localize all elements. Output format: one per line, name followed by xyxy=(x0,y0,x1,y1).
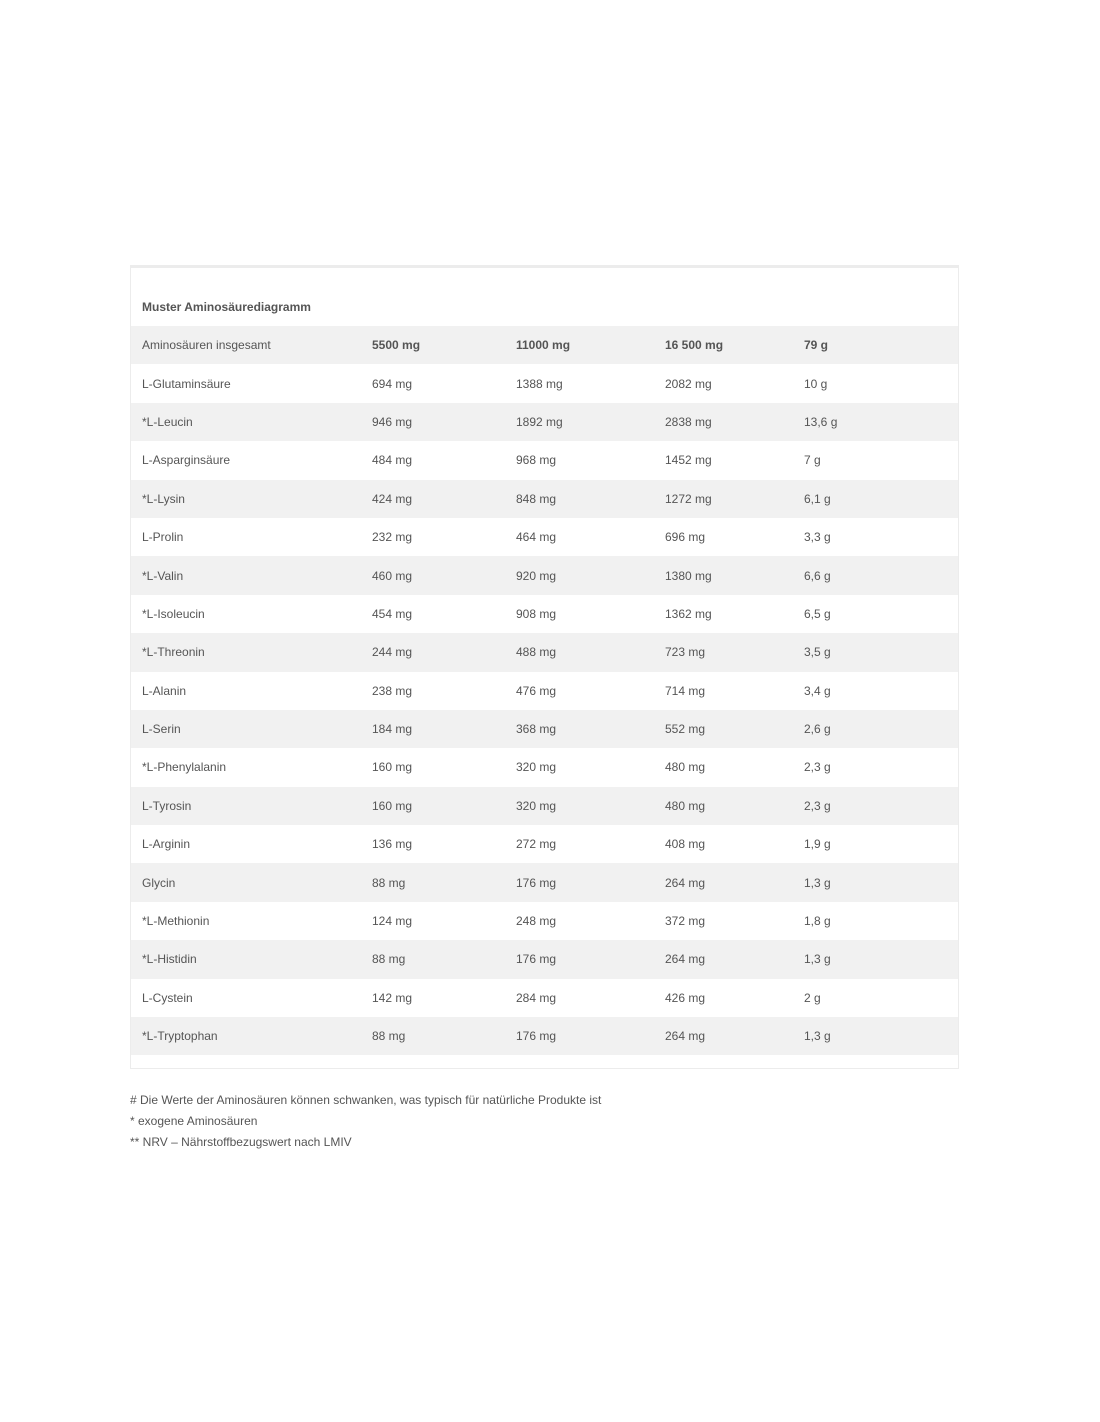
amount-cell: 408 mg xyxy=(665,837,706,852)
table-row xyxy=(131,902,958,940)
amount-cell: 136 mg xyxy=(372,837,413,852)
amino-acid-name-cell: L-Serin xyxy=(142,722,181,737)
amount-cell: 454 mg xyxy=(372,606,413,621)
table-row xyxy=(131,787,958,825)
amount-cell: 10 g xyxy=(804,376,828,391)
amino-acid-name-cell: *L-Phenylalanin xyxy=(142,760,227,775)
amount-cell: 488 mg xyxy=(516,645,557,660)
amount-cell: 1272 mg xyxy=(665,491,712,506)
amount-cell: 184 mg xyxy=(372,722,413,737)
amount-cell: 88 mg xyxy=(372,875,406,890)
table-row xyxy=(131,403,958,441)
table-row xyxy=(131,518,958,556)
amount-cell: 424 mg xyxy=(372,491,413,506)
amount-cell: 160 mg xyxy=(372,760,413,775)
amount-cell: 476 mg xyxy=(516,683,557,698)
table-row xyxy=(131,825,958,863)
table-body xyxy=(131,326,958,1055)
amount-cell: 1,3 g xyxy=(804,952,831,967)
amino-acid-table-card xyxy=(130,265,959,1069)
amount-cell: 723 mg xyxy=(665,645,706,660)
footnote-exogenous: * exogene Aminosäuren xyxy=(130,1114,258,1128)
amino-acid-name-cell: *L-Lysin xyxy=(142,491,185,506)
amount-cell: 552 mg xyxy=(665,722,706,737)
amount-cell: 968 mg xyxy=(516,453,557,468)
amount-cell: 920 mg xyxy=(516,568,557,583)
amount-cell: 6,1 g xyxy=(804,491,831,506)
amount-cell: 176 mg xyxy=(516,1029,557,1044)
amount-cell: 6,5 g xyxy=(804,606,831,621)
amount-cell: 6,6 g xyxy=(804,568,831,583)
amino-acid-name-cell: Glycin xyxy=(142,875,176,890)
amount-cell: 946 mg xyxy=(372,414,413,429)
amount-cell: 320 mg xyxy=(516,760,557,775)
table-row xyxy=(131,979,958,1017)
amino-acid-name-cell: *L-Tryptophan xyxy=(142,1029,218,1044)
amount-cell: 372 mg xyxy=(665,914,706,929)
amount-cell: 13,6 g xyxy=(804,414,838,429)
amino-acid-name-cell: L-Tyrosin xyxy=(142,798,192,813)
amount-cell: 248 mg xyxy=(516,914,557,929)
amount-cell: 244 mg xyxy=(372,645,413,660)
amount-cell: 2838 mg xyxy=(665,414,712,429)
amount-cell: 1388 mg xyxy=(516,376,563,391)
amount-cell: 848 mg xyxy=(516,491,557,506)
amount-cell: 284 mg xyxy=(516,990,557,1005)
amount-cell: 908 mg xyxy=(516,606,557,621)
amount-cell: 124 mg xyxy=(372,914,413,929)
amount-cell: 142 mg xyxy=(372,990,413,1005)
amount-cell: 176 mg xyxy=(516,952,557,967)
amount-cell: 3,3 g xyxy=(804,530,831,545)
amino-acid-name-cell: *L-Leucin xyxy=(142,414,193,429)
amount-cell: 79 g xyxy=(804,338,829,353)
amount-cell: 264 mg xyxy=(665,875,706,890)
amino-acid-name-cell: *L-Methionin xyxy=(142,914,210,929)
table-row xyxy=(131,364,958,402)
footnotes xyxy=(130,1090,601,1153)
amount-cell: 2082 mg xyxy=(665,376,712,391)
amino-acid-name-cell: *L-Threonin xyxy=(142,645,205,660)
table-row xyxy=(131,672,958,710)
amount-cell: 1,8 g xyxy=(804,914,831,929)
table-bottom-spacer xyxy=(131,1055,958,1068)
footnote-variance: # Die Werte der Aminosäuren können schwanken, was typisch für natürliche Produkte ist xyxy=(130,1093,602,1107)
table-title: Muster Aminosäurediagramm xyxy=(142,300,311,314)
amount-cell: 2 g xyxy=(804,990,821,1005)
amount-cell: 11000 mg xyxy=(516,338,571,353)
table-row-total xyxy=(131,326,958,364)
amino-acid-name-cell: L-Glutaminsäure xyxy=(142,376,231,391)
amount-cell: 1,3 g xyxy=(804,875,831,890)
table-row xyxy=(131,710,958,748)
amount-cell: 464 mg xyxy=(516,530,557,545)
amount-cell: 1380 mg xyxy=(665,568,712,583)
amount-cell: 3,5 g xyxy=(804,645,831,660)
amount-cell: 2,3 g xyxy=(804,798,831,813)
amino-acid-name-cell: L-Alanin xyxy=(142,683,187,698)
amount-cell: 5500 mg xyxy=(372,338,421,353)
amount-cell: 3,4 g xyxy=(804,683,831,698)
table-row xyxy=(131,556,958,594)
amount-cell: 88 mg xyxy=(372,1029,406,1044)
amount-cell: 88 mg xyxy=(372,952,406,967)
table-row xyxy=(131,480,958,518)
amount-cell: 1,3 g xyxy=(804,1029,831,1044)
table-row xyxy=(131,633,958,671)
amount-cell: 714 mg xyxy=(665,683,706,698)
amount-cell: 1,9 g xyxy=(804,837,831,852)
amount-cell: 160 mg xyxy=(372,798,413,813)
amount-cell: 696 mg xyxy=(665,530,706,545)
amino-acid-name-cell: *L-Histidin xyxy=(142,952,197,967)
amount-cell: 368 mg xyxy=(516,722,557,737)
table-row xyxy=(131,595,958,633)
table-row xyxy=(131,1017,958,1055)
amino-acid-name-cell: Aminosäuren insgesamt xyxy=(142,338,271,353)
amount-cell: 480 mg xyxy=(665,760,706,775)
amount-cell: 480 mg xyxy=(665,798,706,813)
amount-cell: 232 mg xyxy=(372,530,413,545)
amount-cell: 320 mg xyxy=(516,798,557,813)
amount-cell: 1452 mg xyxy=(665,453,712,468)
amount-cell: 1362 mg xyxy=(665,606,712,621)
footnote-nrv: ** NRV – Nährstoffbezugswert nach LMIV xyxy=(130,1135,352,1149)
amino-acid-name-cell: L-Cystein xyxy=(142,990,193,1005)
table-row xyxy=(131,748,958,786)
table-row xyxy=(131,441,958,479)
amount-cell: 484 mg xyxy=(372,453,413,468)
amount-cell: 694 mg xyxy=(372,376,413,391)
amino-acid-name-cell: L-Prolin xyxy=(142,530,184,545)
amount-cell: 2,6 g xyxy=(804,722,831,737)
amount-cell: 1892 mg xyxy=(516,414,563,429)
amino-acid-name-cell: L-Arginin xyxy=(142,837,191,852)
amount-cell: 16 500 mg xyxy=(665,338,724,353)
amount-cell: 264 mg xyxy=(665,952,706,967)
amino-acid-name-cell: *L-Valin xyxy=(142,568,184,583)
amount-cell: 426 mg xyxy=(665,990,706,1005)
amount-cell: 272 mg xyxy=(516,837,557,852)
amount-cell: 176 mg xyxy=(516,875,557,890)
amount-cell: 264 mg xyxy=(665,1029,706,1044)
amino-acid-name-cell: *L-Isoleucin xyxy=(142,606,205,621)
table-row xyxy=(131,863,958,901)
amino-acid-table xyxy=(131,326,958,1055)
table-row xyxy=(131,940,958,978)
amount-cell: 2,3 g xyxy=(804,760,831,775)
amino-acid-name-cell: L-Asparginsäure xyxy=(142,453,231,468)
amount-cell: 7 g xyxy=(804,453,821,468)
amount-cell: 460 mg xyxy=(372,568,413,583)
amount-cell: 238 mg xyxy=(372,683,413,698)
